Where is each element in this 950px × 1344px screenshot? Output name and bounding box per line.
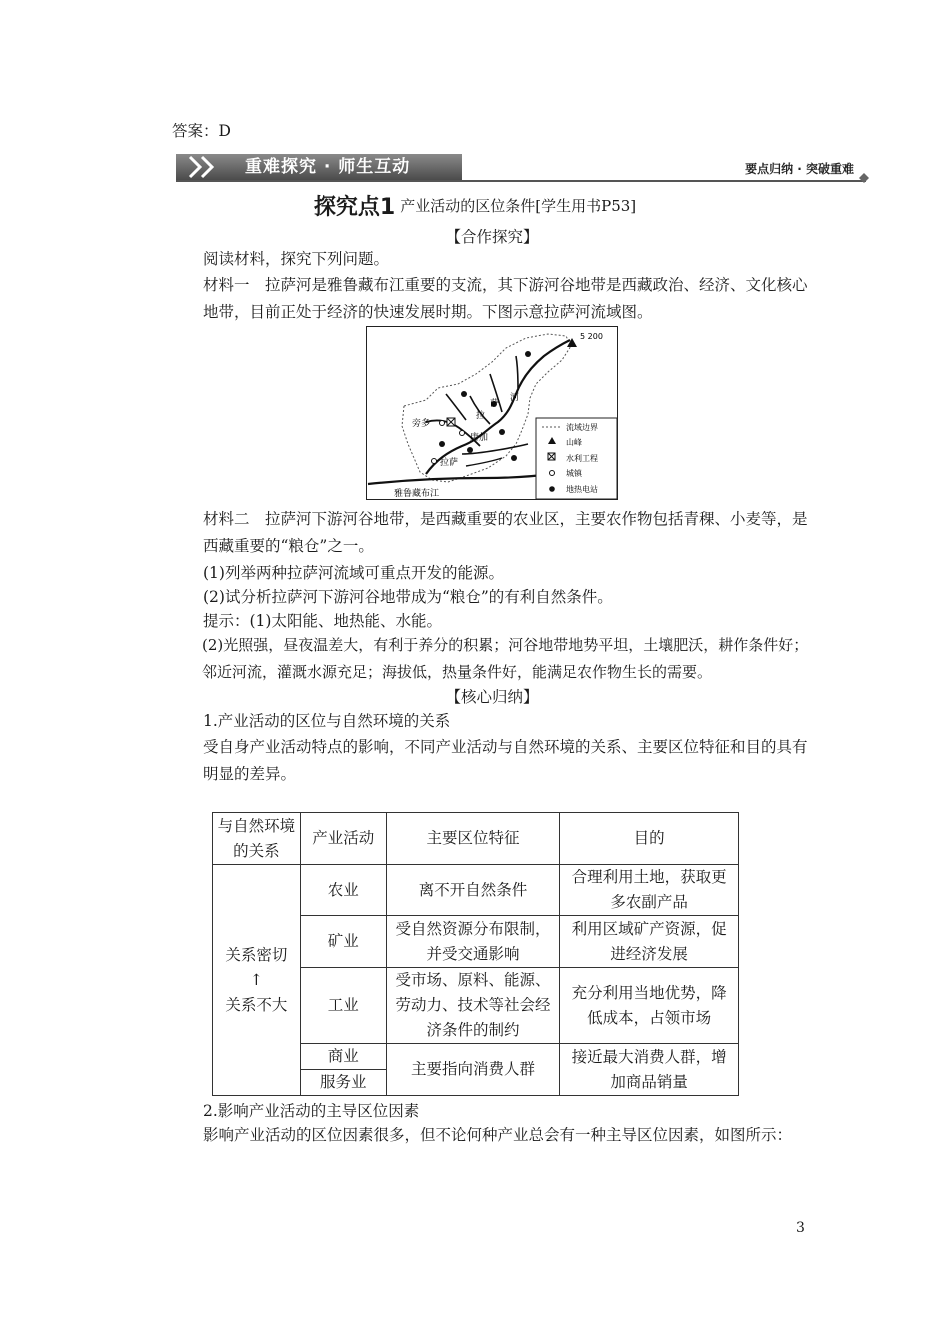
chevron-icon	[186, 154, 232, 180]
table-cell-purpose: 接近最大消费人群，增加商品销量	[560, 1044, 739, 1096]
legend-item: 城镇	[566, 469, 582, 478]
geothermal-station-icon	[525, 351, 531, 357]
table-cell-activity: 工业	[300, 968, 386, 1044]
banner-title: 重难探究 · 师生互动	[245, 157, 411, 177]
question-2-text: (2)试分析拉萨河下游河谷地带成为“粮仓”的有利自然条件。	[203, 588, 613, 606]
section-cooperative: 【合作探究】	[445, 228, 539, 246]
point2-title	[172, 1098, 812, 1125]
table-cell-purpose: 合理利用土地，获取更多农副产品	[560, 865, 739, 916]
relation-top: 关系密切	[225, 945, 288, 964]
material2-paragraph	[172, 506, 812, 560]
river-label-char: 拉	[476, 411, 486, 421]
river-label-char: 河	[510, 393, 520, 403]
geothermal-station-icon	[439, 441, 445, 447]
table-header: 产业活动	[300, 813, 386, 865]
inquiry-point-label: 探究点1	[313, 195, 396, 220]
table-cell-activity: 服务业	[300, 1070, 386, 1096]
point2-paragraph	[172, 1122, 812, 1149]
geothermal-station-icon	[467, 447, 473, 453]
point2-text: 影响产业活动的区位因素很多，但不论何种产业总会有一种主导区位因素，如图所示：	[203, 1126, 793, 1144]
river-label-yarlung: 雅鲁藏布江	[394, 489, 440, 499]
material1-text: 材料一 拉萨河是雅鲁藏布江重要的支流，其下游河谷地带是西藏政治、经济、文化核心地带，目前正处于经济的快速发展时期。下图示意拉萨河流域图。	[203, 276, 808, 321]
table-cell-feature: 主要指向消费人群	[386, 1044, 560, 1096]
industry-location-table	[212, 812, 739, 1096]
geothermal-station-icon	[499, 429, 505, 435]
inquiry-point-title	[0, 190, 950, 221]
table-header: 目的	[560, 813, 739, 865]
inquiry-point-subtitle: 产业活动的区位条件[学生用书P53]	[400, 197, 637, 215]
point1-paragraph	[172, 734, 812, 788]
hint-1-text: 提示：(1)太阳能、地热能、水能。	[203, 612, 442, 630]
table-header-row	[213, 813, 739, 865]
point1-text: 受自身产业活动特点的影响，不同产业活动与自然环境的关系、主要区位特征和目的具有明显的差异。	[203, 738, 808, 783]
town-label-pangduo: 旁多	[412, 419, 431, 429]
legend-item: 水利工程	[566, 454, 598, 463]
town-icon	[432, 459, 437, 464]
legend-geothermal-symbol	[549, 486, 555, 492]
table-cell-activity: 商业	[300, 1044, 386, 1070]
point1-title-text: 1.产业活动的区位与自然环境的关系	[203, 712, 451, 730]
table-cell-activity: 矿业	[300, 916, 386, 968]
table-cell-feature: 受市场、原料、能源、劳动力、技术等社会经济条件的制约	[386, 968, 560, 1044]
geothermal-station-icon	[511, 455, 517, 461]
question-1-text: (1)列举两种拉萨河流域可重点开发的能源。	[203, 564, 504, 582]
water-project-icon	[447, 418, 455, 426]
relation-arrow: ↑	[249, 970, 263, 989]
legend-item: 地热电站	[566, 485, 598, 494]
page-number: 3	[796, 1220, 805, 1236]
hint-1	[172, 608, 812, 635]
town-label-tangjia: 唐加	[470, 433, 489, 443]
peak-label: 5 200	[580, 332, 603, 341]
intro-paragraph	[172, 246, 812, 273]
town-icon	[460, 431, 465, 436]
river-label-char: 萨	[490, 399, 500, 409]
point2-title-text: 2.影响产业活动的主导区位因素	[203, 1102, 420, 1120]
point1-title	[172, 708, 812, 735]
table-header: 主要区位特征	[386, 813, 560, 865]
table-cell-purpose: 利用区域矿产资源，促进经济发展	[560, 916, 739, 968]
relation-cell	[213, 865, 301, 1096]
town-icon	[440, 421, 445, 426]
relation-bottom: 关系不大	[225, 995, 288, 1014]
question-1	[172, 560, 812, 587]
geothermal-station-icon	[461, 391, 467, 397]
hint-2-text: (2)光照强，昼夜温差大，有利于养分的积累；河谷地带地势平坦，土壤肥沃，耕作条件好；邻近河流，灌溉水源充足；海拔低，热量条件好，能满足农作物生长的需要。	[202, 636, 809, 681]
table-cell-activity: 农业	[300, 865, 386, 916]
table-header: 与自然环境的关系	[213, 813, 301, 865]
material1-paragraph	[172, 272, 812, 326]
diamond-icon	[858, 172, 870, 184]
table-cell-feature: 离不开自然条件	[386, 865, 560, 916]
table-cell-purpose: 充分利用当地优势，降低成本，占领市场	[560, 968, 739, 1044]
hint-2	[172, 632, 818, 686]
table-row	[213, 865, 739, 916]
question-2	[172, 584, 812, 611]
legend-water-project-symbol	[548, 453, 555, 460]
banner-rule	[176, 180, 866, 182]
answer-line: 答案：D	[172, 122, 231, 140]
legend-item: 山峰	[566, 438, 582, 447]
intro-text: 阅读材料，探究下列问题。	[203, 250, 390, 268]
table-cell-feature: 受自然资源分布限制，并受交通影响	[386, 916, 560, 968]
legend-town-symbol	[550, 471, 555, 476]
banner-right-label: 要点归纳 · 突破重难	[745, 162, 854, 176]
material2-text: 材料二 拉萨河下游河谷地带，是西藏重要的农业区，主要农作物包括青稞、小麦等，是西藏重要的“粮仓”之一。	[203, 510, 808, 555]
town-label-lhasa: 拉萨	[440, 458, 459, 468]
lhasa-river-basin-map	[366, 326, 618, 500]
legend-item: 流域边界	[566, 423, 598, 432]
section-core: 【核心归纳】	[445, 688, 539, 706]
